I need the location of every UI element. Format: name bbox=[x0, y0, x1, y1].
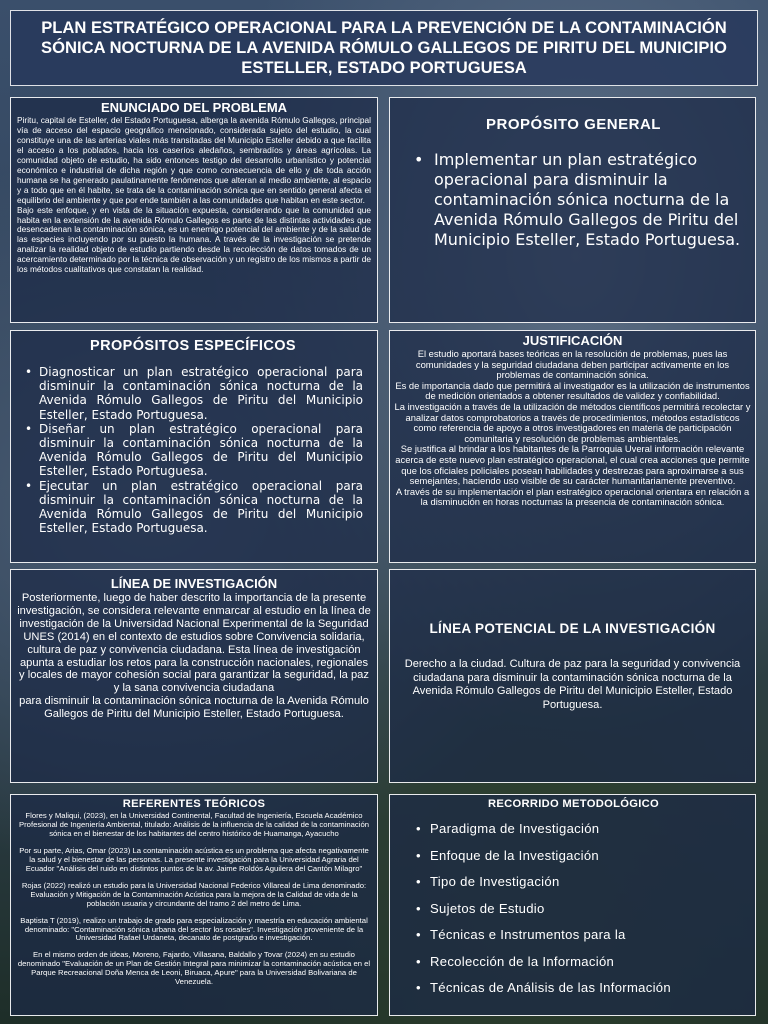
specific-purposes-heading: PROPÓSITOS ESPECÍFICOS bbox=[90, 338, 296, 354]
poster-title-banner bbox=[10, 10, 758, 86]
poster-title: PLAN ESTRATÉGICO OPERACIONAL PARA LA PREVENCIÓN DE LA CONTAMINACIÓN SÓNICA NOCTURNA DE LA AVENIDA RÓMULO GALLEGOS DE PIRITU DEL MUNICIPIO ESTELLER, ESTADO PORTUGUESA bbox=[41, 18, 727, 77]
problem-statement-heading: ENUNCIADO DEL PROBLEMA bbox=[100, 100, 288, 115]
potential-line-text: Derecho a la ciudad. Cultura de paz para la seguridad y convivencia ciudadana para disminuir la contaminación sónica nocturna de la Avenida Rómulo Gallegos de Piritu del Municipio Esteller, Estado Portuguesa. bbox=[404, 658, 741, 711]
methodology-item: • Técnicas de Análisis de las Información bbox=[398, 980, 749, 996]
research-line-panel bbox=[10, 569, 378, 783]
general-purpose-list bbox=[406, 150, 741, 250]
problem-statement-panel bbox=[10, 97, 378, 323]
reference-item: Rojas (2022) realizó un estudio para la Universidad Nacional Federico Villareal de Lima denominado: Evaluación y Mitigación de la Contaminación Acústica para la mejora de la Calidad de vida de la población usuaria y circundante del tramo 2 del metro de Lima. bbox=[21, 880, 367, 908]
potential-line-panel bbox=[389, 569, 756, 783]
reference-item: En el mismo orden de ideas, Moreno, Fajardo, Villasana, Baldallo y Tovar (2024) en su estudio denominado "Evaluación de un Plan de Gestión Integral para minimizar la contaminación acústica en el Parque Recreacional Doña Menca de Leoni, Biruaca, Apure" para la Universidad Bolivariana de Venezuela. bbox=[17, 950, 371, 987]
justification-paragraph: Es de importancia dado que permitirá al investigador es la utilización de instrumentos de medición orientados a obtener resultados de validez y confiabilidad. bbox=[395, 379, 750, 402]
potential-line-heading: LÍNEA POTENCIAL DE LA INVESTIGACIÓN bbox=[429, 621, 716, 636]
specific-purpose-item: • Ejecutar un plan estratégico operacional para disminuir la contaminación sónica nocturna de la Avenida Rómulo Gallegos de Piritu del Municipio Esteller, Estado Portuguesa. bbox=[23, 479, 363, 536]
specific-purpose-item: • Diseñar un plan estratégico operacional para disminuir la contaminación sónica nocturna de la Avenida Rómulo Gallegos de Piritu del Municipio Esteller, Estado Portuguesa. bbox=[23, 422, 363, 479]
reference-item: Baptista T (2019), realizo un trabajo de grado para especialización y maestría en educación ambiental denominado: "Contaminación sónica urbana del sector los rosales". Investigación proveniente de la Universidad Rafael Urdaneta, decanato de postgrado e investigación. bbox=[20, 915, 368, 943]
theoretical-references-panel bbox=[10, 794, 378, 1016]
research-line-body bbox=[17, 592, 371, 721]
methodology-list bbox=[398, 821, 749, 996]
justification-heading: JUSTIFICACIÓN bbox=[522, 333, 623, 348]
justification-paragraph: La investigación a través de la utilización de métodos científicos permitirá recolectar y analizar datos comprobatorios a través de procedimientos, métodos estadísticos como referencia de apoyo a otros investigadores en materia de participación comunitaria y resolución de problemas ambientales. bbox=[394, 400, 751, 444]
methodology-heading: RECORRIDO METODOLÓGICO bbox=[487, 798, 660, 810]
research-line-heading: LÍNEA DE INVESTIGACIÓN bbox=[110, 576, 278, 591]
theoretical-references-heading: REFERENTES TEÓRICOS bbox=[122, 798, 266, 810]
general-purpose-item: • Implementar un plan estratégico operacional para disminuir la contaminación sónica nocturna de la Avenida Rómulo Gallegos de Piritu del Municipio Esteller, Estado Portuguesa. bbox=[406, 150, 741, 250]
methodology-panel bbox=[389, 794, 756, 1016]
general-purpose-panel bbox=[389, 97, 756, 323]
methodology-item: • Paradigma de Investigación bbox=[398, 821, 749, 837]
general-purpose-heading: PROPÓSITO GENERAL bbox=[486, 116, 661, 133]
methodology-item: • Tipo de Investigación bbox=[398, 874, 749, 890]
methodology-item: • Sujetos de Estudio bbox=[398, 901, 749, 917]
specific-purposes-list bbox=[23, 365, 363, 535]
justification-body bbox=[393, 349, 752, 508]
problem-paragraph: Bajo este enfoque, y en vista de la situación expuesta, considerando que la comunidad que habita en la extensión de la avenida Rómulo Gallegos es parte de las distintas actividades que desencadenan la contaminación sónica, es un enemigo potencial del ambiente y de la salud de las especies incluyendo por su puesto la humana. A través de la investigación se pretende analizar la realidad objeto de estudio partiendo desde la recolección de datos tomados de un acercamiento determinado por la técnica de observación y un registro de los mismos a partir de los métodos cualitativos que constatan la realidad. bbox=[17, 204, 371, 275]
problem-paragraph: Piritu, capital de Esteller, del Estado Portuguesa, alberga la avenida Rómulo Gallegos, principal vía de acceso del espacio geográfico mencionado, considerada sujeto del estudio, la cual constituye una de las arterias viales más transitadas del Municipio Esteller debido a que facilita el acceso a los poblados, hacia los caseríos aledaños, sembradíos y áreas agrícolas. La comunidad objeto de estudio, ha sido entonces testigo del desarrollo urbanístico y potencial económico e industrial de dicha región y que como consecuencia de ello y de toda acción humana se ha generado paulatinamente fenómenos que alteran al medio ambiente, al espacio y a todo que en él habite, se trata de la contaminación sónica que en sentido general afecta el equilibrio del ambiente y que por ende también a las comunidades que habitan en este sector. bbox=[17, 115, 371, 205]
justification-paragraph: El estudio aportará bases teóricas en la resolución de problemas, pues las comunidades y la seguridad ciudadana deben participar activamente en los problemas de contaminación sónica. bbox=[415, 348, 730, 381]
justification-paragraph: Se justifica al brindar a los habitantes de la Parroquia Uveral información relevante acerca de este nuevo plan estratégico operacional, el cual crea acciones que permite que los oficiales policiales posean habilidades y destrezas para aproximarse a sus semejantes, haciendo uso visible de su carácter humanitariamente preventivo. bbox=[395, 443, 750, 487]
reference-item: Por su parte, Arias, Omar (2023) La contaminación acústica es un problema que afecta negativamente la salud y el bienestar de las personas. La presente investigación para la Universidad Agraria del Ecuador "Análisis del ruido en distintos puntos de la av. Jaime Roldós Aguilera del Cantón Milagro" bbox=[19, 845, 369, 873]
methodology-item: • Enfoque de la Investigación bbox=[398, 848, 749, 864]
specific-purposes-panel bbox=[10, 330, 378, 563]
research-line-text-2: para disminuir la contaminación sónica nocturna de la Avenida Rómulo Gallegos de Piritu del Municipio Esteller, Estado Portuguesa. bbox=[19, 695, 369, 721]
reference-item: Flores y Maliqui, (2023), en la Universidad Continental, Facultad de Ingeniería, Escuela Académico Profesional de Ingeniería Ambiental, titulado: Análisis de la influencia de la calidad de la contaminación sónica en el bienestar de los habitantes del centro histórico de Huamanga, Ayacucho bbox=[18, 811, 369, 838]
methodology-item: • Recolección de la Información bbox=[398, 954, 749, 970]
justification-paragraph: A través de su implementación el plan estratégico operacional orientara en relación a la disminución en horas nocturnas la presencia de contaminación sónica. bbox=[395, 485, 750, 508]
problem-statement-body bbox=[17, 116, 371, 275]
specific-purpose-item: • Diagnosticar un plan estratégico operacional para disminuir la contaminación sónica nocturna de la Avenida Rómulo Gallegos de Piritu del Municipio Esteller, Estado Portuguesa. bbox=[23, 365, 363, 422]
research-line-text: Posteriormente, luego de haber descrito la importancia de la presente investigación, se considera relevante enmarcar al estudio en la línea de investigación de la Universidad Nacional Experimental de la Seguridad UNES (2014) en el contexto de estudios sobre Convivencia solidaria, cultura de paz y convivencia ciudadana. Esta línea de investigación apunta a estudiar los retos para la construcción nacionales, regionales y locales de mayor cohesión social para garantizar la seguridad, la paz y la sana convivencia ciudadana bbox=[17, 592, 371, 695]
methodology-item: • Técnicas e Instrumentos para la bbox=[398, 927, 749, 943]
justification-panel bbox=[389, 330, 756, 563]
